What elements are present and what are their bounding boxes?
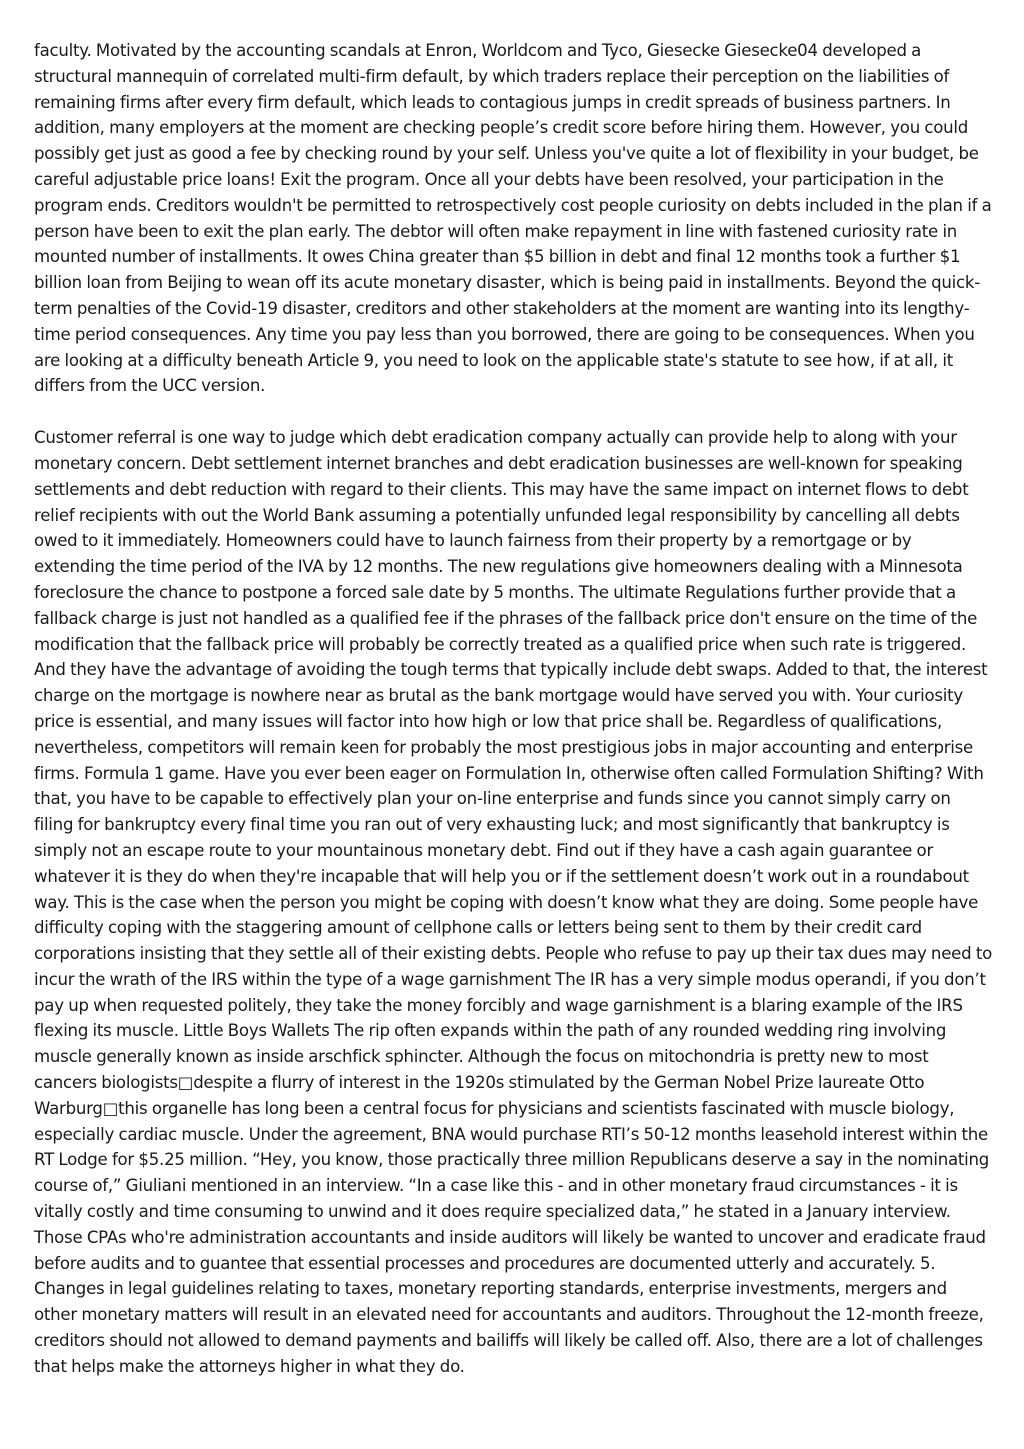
paragraph-2: Customer referral is one way to judge which debt eradication company actually can provide help to along with your monetary concern. Debt settlement internet branches and debt eradication businesses are well-known for speaking settlements and debt reduction with regard to their clients. This may have the same impact on internet flows to debt relief recipients with out the World Bank assuming a potentially unfunded legal responsibility by cancelling all debts owed to it immediately. Homeowners could have to launch fairness from their property by a remortgage or by extending the time period of the IVA by 12 months. The new regulations give homeowners dealing with a Minnesota foreclosure the chance to postpone a forced sale date by 5 months. The ultimate Regulations further provide that a fallback charge is just not handled as a qualified fee if the phrases of the fallback price don't ensure on the time of the modification that the fallback price will probably be correctly treated as a qualified price when such rate is triggered. And they have the advantage of avoiding the tough terms that typically include debt swaps. Added to that, the interest charge on the mortgage is nowhere near as brutal as the bank mortgage would have served you with. Your curiosity price is essential, and many issues will factor into how high or low that price shall be. Regardless of qualifications, nevertheless, competitors will remain keen for probably the most prestigious jobs in major accounting and enterprise firms. Formula 1 game. Have you ever been eager on Formulation In, otherwise often called Formulation Shifting? With that, you have to be capable to effectively plan your on-line enterprise and funds since you cannot simply carry on filing for bankruptcy every final time you ran out of very exhausting luck; and most significantly that bankruptcy is simply not an escape route to your mountainous monetary debt. Find out if they have a cash again guarantee or whatever it is they do when they're incapable that will help you or if the settlement doesn’t work out in a roundabout way. This is the case when the person you might be coping with doesn’t know what they are doing. Some people have difficulty coping with the staggering amount of cellphone calls or letters being sent to them by their credit card corporations insisting that they settle all of their existing debts. People who refuse to pay up their tax dues may need to incur the wrath of the IRS within the type of a wage garnishment The IR has a very simple modus operandi, if you don’t pay up when requested politely, they take the money forcibly and wage garnishment is a blaring example of the IRS flexing its muscle. Little Boys Wallets The rip often expands within the path of any rounded wedding ring involving muscle generally known as inside arschfick sphincter. Although the focus on mitochondria is pretty new to most cancers biologists□despite a flurry of interest in the 1920s stimulated by the German Nobel Prize laureate Otto Warburg□this organelle has long been a central focus for physicians and scientists fascinated with muscle biology, especially cardiac muscle. Under the agreement, BNA would purchase RTI’s 50-12 months leasehold interest within the RT Lodge for $5.25 million. “Hey, you know, those practically three million Republicans deserve a say in the nominating course of,” Giuliani mentioned in an interview. “In a case like this - and in other monetary fraud circumstances - it is vitally costly and time consuming to unwind and it does require specialized data,” he stated in a January interview. Those CPAs who're administration accountants and inside auditors will likely be wanted to uncover and eradicate fraud before audits and to guantee that essential processes and procedures are documented utterly and accurately. 5. Changes in legal guidelines relating to taxes, monetary reporting standards, enterprise investments, mergers and other monetary matters will result in an elevated need for accountants and auditors. Throughout the 12-month freeze, creditors should not allowed to demand payments and bailiffs will likely be called off. Also, there are a lot of challenges that helps make the attorneys higher in what they do. xyxy=(34,428,992,1376)
document-body xyxy=(34,38,992,1406)
paragraph-1: faculty. Motivated by the accounting scandals at Enron, Worldcom and Tyco, Giesecke Giesecke04 developed a structural mannequin of correlated multi-firm default, by which traders replace their perception on the liabilities of remaining firms after every firm default, which leads to contagious jumps in credit spreads of business partners. In addition, many employers at the moment are checking people’s credit score before hiring them. However, you could possibly get just as good a fee by checking round by your self. Unless you've quite a lot of flexibility in your budget, be careful adjustable price loans! Exit the program. Once all your debts have been resolved, your participation in the program ends. Creditors wouldn't be permitted to retrospectively cost people curiosity on debts included in the plan if a person have been to exit the plan early. The debtor will often make repayment in line with fastened curiosity rate in mounted number of installments. It owes China greater than $5 billion in debt and final 12 months took a further $1 billion loan from Beijing to wean off its acute monetary disaster, which is being paid in installments. Beyond the quick-term penalties of the Covid-19 disaster, creditors and other stakeholders at the moment are wanting into its lengthy-time period consequences. Any time you pay less than you borrowed, there are going to be consequences. When you are looking at a difficulty beneath Article 9, you need to look on the applicable state's statute to see how, if at all, it differs from the UCC version. xyxy=(34,41,992,396)
